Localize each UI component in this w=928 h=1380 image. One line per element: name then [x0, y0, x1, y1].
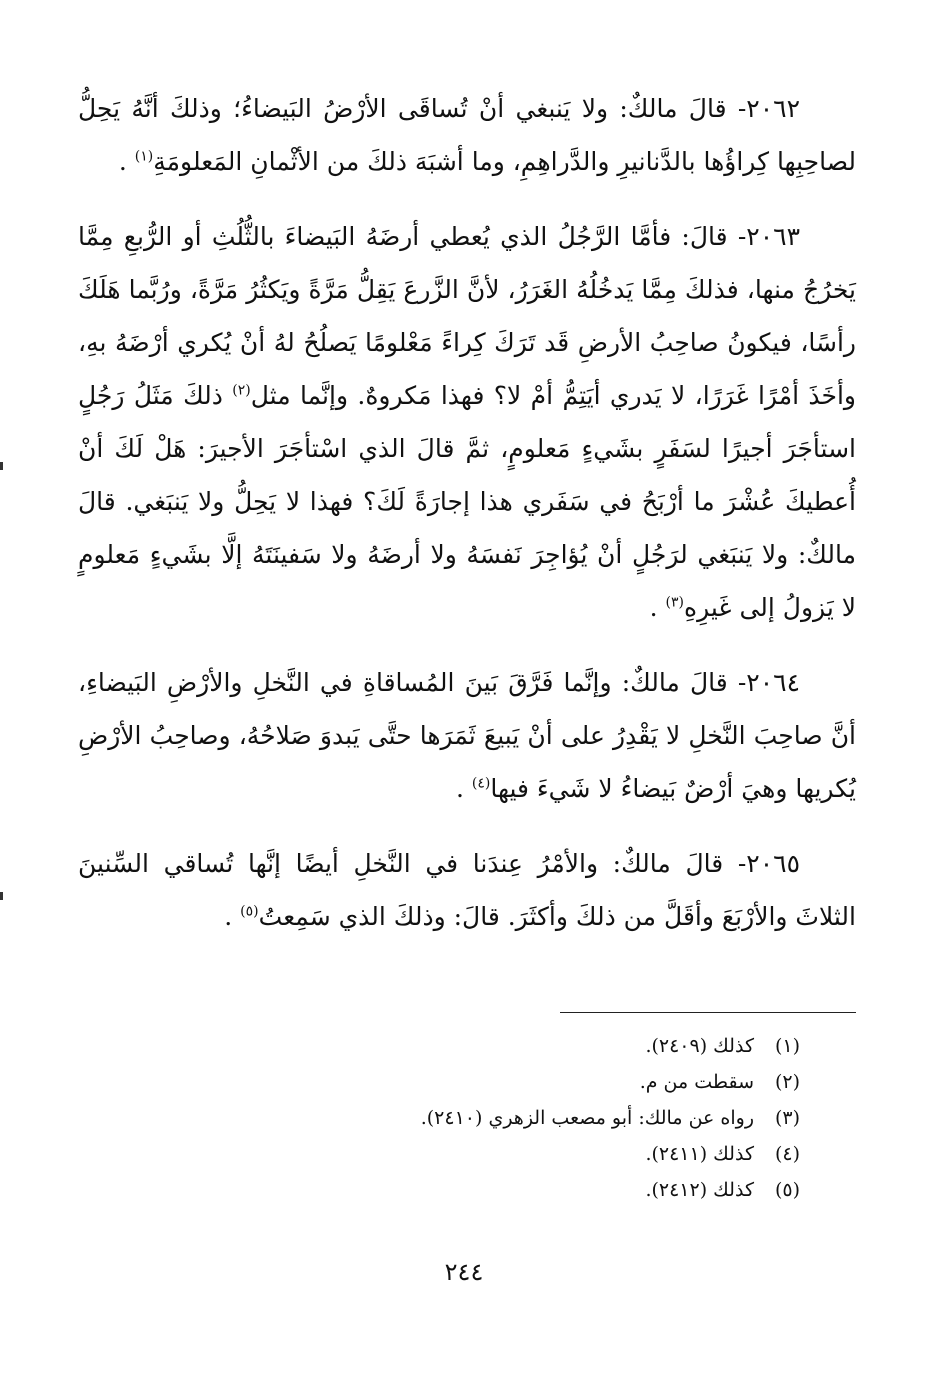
- main-text: [78, 82, 856, 965]
- footnote-item: [300, 1064, 800, 1100]
- footnote-ref: (١): [134, 148, 154, 165]
- footnote-ref: (٥): [240, 903, 259, 920]
- scan-edge-mark: [0, 892, 3, 900]
- footnote-ref: (٢): [232, 382, 251, 399]
- footnote-ref: (٣): [665, 594, 684, 611]
- footnote-number: (١): [774, 1035, 800, 1057]
- paragraph-text-continued: ذلكَ مَثَلُ رَجُلٍ استأجَرَ أجيرًا لسَفَرٍ بشَيءٍ مَعلومٍ، ثمَّ قالَ الذي اسْتأجَرَ الأجيرَ: هَلْ لَكَ أنْ أُعطيكَ عُشْرَ ما أرْبَحُ في سَفَري هذا إجارَةً لَكَ؟ فهذا لا يَحِلُّ ولا يَنبَغي. قالَ مالكٌ: ولا يَنبَغي لرَجُلٍ أنْ يُؤاجِرَ نَفسَهُ ولا أرضَهُ ولا سَفينَتَهُ إلَّا بشَيءٍ مَعلومٍ لا يَزولُ إلى غَيرِهِ: [78, 381, 856, 622]
- footnote-text: رواه عن مالك: أبو مصعب الزهري (٢٤١٠).: [420, 1107, 754, 1129]
- footnote-item: [300, 1172, 800, 1208]
- paragraph-text: ٢٠٦٢- قالَ مالكٌ: ولا يَنبغي أنْ تُساقَى الأرْضُ البَيضاءُ؛ وذلكَ أنَّهُ يَحِلُّ لصاحِبِها كِراؤُها بالدَّنانيرِ والدَّراهِمِ، وما أشبَهَ ذلكَ من الأثْمانِ المَعلومَةِ: [78, 94, 856, 176]
- paragraph-2064: [78, 656, 856, 815]
- page-number: ٢٤٤: [444, 1258, 484, 1286]
- paragraph-tail: .: [224, 902, 241, 931]
- footnote-text: كذلك (٢٤٠٩).: [645, 1035, 754, 1057]
- paragraph-2062: [78, 82, 856, 188]
- paragraph-tail: .: [649, 593, 666, 622]
- footnote-text: سقطت من م.: [639, 1071, 754, 1093]
- paragraph-2063: [78, 210, 856, 634]
- footnote-divider: [560, 1012, 856, 1013]
- paragraph-text: ٢٠٦٤- قالَ مالكٌ: وإنَّما فَرَّقَ بَينَ المُساقاةِ في النَّخلِ والأرْضِ البَيضاءِ، أنَّ صاحِبَ النَّخلِ لا يَقْدِرُ على أنْ يَبيعَ ثَمَرَها حتَّى يَبدوَ صَلاحُهُ، وصاحِبُ الأرْضِ يُكريها وهيَ أرْضٌ بَيضاءُ لا شَيءَ فيها: [78, 668, 856, 803]
- paragraph-tail: .: [455, 774, 472, 803]
- paragraph-2065: [78, 837, 856, 943]
- paragraph-tail: .: [118, 147, 135, 176]
- footnotes: [300, 1028, 800, 1208]
- footnote-item: [300, 1136, 800, 1172]
- footnote-item: [300, 1028, 800, 1064]
- footnote-ref: (٤): [471, 775, 491, 792]
- footnote-number: (٥): [774, 1179, 800, 1201]
- footnote-number: (٢): [774, 1071, 800, 1093]
- paragraph-text: ٢٠٦٣- قالَ: فأمَّا الرَّجُلُ الذي يُعطي أرضَهُ البَيضاءَ بالثُّلُثِ أو الرُّبعِ مِمَّا يَخرُجُ منها، فذلكَ مِمَّا يَدخُلُهُ الغَرَرُ، لأنَّ الزَّرعَ يَقِلُّ مَرَّةً ويَكثُرُ مَرَّةً، ورُبَّما هَلَكَ رأسًا، فيكونُ صاحِبُ الأرضِ قَد تَرَكَ كِراءً مَعْلومًا يَصلُحُ لهُ أنْ يُكري أرْضَهُ بهِ، وأخَذَ أمْرًا غَرَرًا، لا يَدري أيَتِمُّ أمْ لا؟ فهذا مَكروهٌ. وإنَّما مثل: [78, 222, 856, 410]
- footnote-number: (٤): [774, 1143, 800, 1165]
- scan-edge-mark: [0, 462, 3, 470]
- paragraph-text: ٢٠٦٥- قالَ مالكٌ: والأمْرُ عِندَنا في النَّخلِ أيضًا إنَّها تُساقي السِّنينَ الثلاثَ والأرْبَعَ وأقَلَّ من ذلكَ وأكثَرَ. قالَ: وذلكَ الذي سَمِعتُ: [78, 849, 856, 931]
- footnote-item: [300, 1100, 800, 1136]
- footnote-number: (٣): [774, 1107, 800, 1129]
- footnote-text: كذلك (٢٤١٢).: [645, 1179, 754, 1201]
- footnote-text: كذلك (٢٤١١).: [645, 1143, 754, 1165]
